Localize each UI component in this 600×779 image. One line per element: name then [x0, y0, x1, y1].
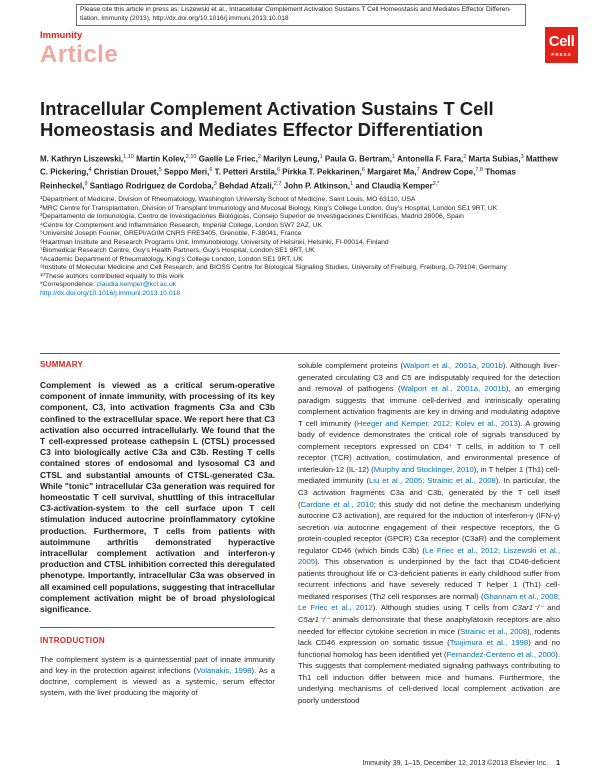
author-affiliation-mark: 6 [361, 167, 365, 174]
author-affiliation-mark: 7 [416, 167, 420, 174]
reference-link[interactable]: Strainic et al., 2008 [460, 626, 528, 636]
author-name: Andrew Cope, [421, 168, 476, 178]
introduction-heading: INTRODUCTION [40, 636, 105, 646]
reference-link[interactable]: Cardone et al., 2010 [300, 499, 374, 509]
reference-link[interactable]: Ghannam et al., 2008; Le Friec et al., 2012 [298, 591, 560, 613]
body-text: animals demonstrate that these anaphylatoxin receptors are also needed for effector cytokine secretion in mice ( [298, 615, 560, 636]
body-text: ; this study did not define the mechanism underlying autocrine C3 activation), are required for the induction of interferon-γ (IFN-γ) secretion via autocrine engagement of their respective receptors, the G protein-coupled receptor (GPCR) C3a receptor (C3aR) and the complement regulator CD46 (which binds C3b) ( [298, 499, 560, 555]
reference-link[interactable]: Liu et al., 2005; Strainic et al., 2008 [369, 476, 496, 486]
right-column [298, 360, 560, 706]
citation-line-2: tiation, Immunity (2013), http://dx.doi.org/10.1016/j.immuni.2013.10.018 [80, 14, 289, 22]
author-name: Marilyn Leung, [263, 154, 320, 164]
page-number: 1 [556, 760, 560, 767]
author-name: Thomas Reinheckel, [40, 168, 516, 191]
author-affiliation-mark: 2,7 [273, 180, 282, 187]
author-affiliation-mark: 4 [88, 167, 92, 174]
article-type: Article [40, 41, 119, 68]
author-affiliation-mark: 9 [84, 180, 88, 187]
reference-link[interactable]: Volanakis, 1998 [196, 666, 252, 676]
body-text: ). Although studies using T cells from [372, 603, 513, 613]
citation-line-1: Please cite this article in press as: Liszewski et al., Intracellular Complement Activation Sustains T Cell Homeostasis and Mediates Effector Differen- [80, 6, 512, 13]
article-title: Intracellular Complement Activation Sustains T Cell Homeostasis and Mediates Effector Differentiation [40, 98, 494, 140]
body-text: ), an emerging paradigm suggests that immune cell-derived and intrinsically operating complement activation fragments are key in driving and modulating adaptive T cell immunity ( [298, 384, 560, 428]
citation-notice [76, 4, 526, 26]
author-affiliation-mark: 6 [277, 167, 281, 174]
author-name: Pirkka T. Pekkarinen, [282, 168, 362, 178]
author-name: Martin Kolev, [136, 154, 186, 164]
intro-text-part: ). As a doctrine, complement is viewed as a systemic, serum effector system, with the liver producing the majority of [40, 666, 276, 698]
correspondence [40, 281, 560, 290]
author-affiliation-mark: 6 [209, 167, 213, 174]
author-affiliation-mark: 5 [158, 167, 162, 174]
author-name: Behdad Afzali, [219, 181, 274, 191]
affiliation-item: ¹⁰These authors contributed equally to this work [40, 272, 184, 280]
intro-text-part: The complement system is a quintessential part of innate immunity and key in the protection against infections ( [40, 655, 275, 676]
introduction-text [40, 654, 275, 698]
body-text: ). In particular, the C3 activation fragments C3a and C3b, generated by the T cell itself ( [298, 476, 560, 509]
body-text: ). This observation is underpinned by the fact that CD46-deficient patients throughout life or C3-deficient patients in early childhood suffer from recurrent infections and have severely reduced T helper 1 (Th1) cell-mediated responses (Th2 cell responses are normal) ( [298, 557, 560, 601]
affiliation-item: ⁶Haartman Institute and Research Programs Unit, Immunobiology, University of Helsinki, Helsinki, FI-00014, Finland [40, 238, 389, 246]
doi-link[interactable]: http://dx.doi.org/10.1016/j.immuni.2013.10.018 [40, 289, 181, 297]
affiliation-item: ²MRC Centre for Transplantation, Division of Transplant Immunology and Mucosal Biology, King's College London, Guy's Hospital, London SE1 9RT, UK [40, 204, 498, 212]
author-affiliation-mark: 2,* [432, 180, 440, 187]
author-name: Marta Subias, [468, 154, 521, 164]
gene-name: C3ar1⁻/⁻ [512, 603, 544, 613]
reference-link[interactable]: Murphy and Stockinger, 2010 [373, 464, 474, 474]
author-affiliation-mark: 1 [392, 154, 396, 160]
affiliation-item: ³Departamento de Inmunología, Centro de Investigaciones Biológicas, Consejo Superior de Investigaciones Científicas, Madrid 28006, Spain [40, 213, 464, 220]
author-name: Christian Drouet, [93, 168, 159, 178]
journal-name: Immunity [40, 30, 83, 41]
author-name: T. Petteri Arstila, [214, 168, 277, 178]
summary-text: Complement is viewed as a critical serum-operative component of innate immunity, with processing of its key component, C3, into activation fragments C3a and C3b confined to the extracellular space. We report here that C3 activation also occurred intracellularly. We found that the T cell-expressed protease cathepsin L (CTSL) processed C3 into biologically active C3a and C3b. Resting T cells contained stores of endosomal and lysosomal C3 and CTSL and substantial amounts of CTSL-generated C3a. While "tonic" intracellular C3a generation was required for homeostatic T cell survival, shuttling of this intracellular C3-activation-system to the cell surface upon T cell stimulation induced autocrine proinflammatory cytokine production. Furthermore, T cells from patients with autoimmune arthritis demonstrated hyperactive intracellular complement activation and interferon-γ production and CTSL inhibition corrected this deregulated phenotype. Importantly, intracellular C3a was observed in all examined cell populations, suggesting that intracellular complement activation might be of broad physiological significance. [40, 380, 275, 615]
affiliation-item: ⁷Biomedical Research Centre, Guy's Health Partners, Guy's Hospital, London SE1 9RT, UK [40, 247, 315, 254]
correspondence-email-link[interactable]: claudia.kemper@kcl.ac.uk [96, 281, 177, 288]
author-name: Gaelle Le Friec, [198, 154, 258, 164]
author-name: Matthew C. Pickering, [40, 154, 558, 178]
reference-link[interactable]: Fernandez-Centeno et al., 2000 [446, 649, 556, 659]
affiliation-item: ⁴Centre for Complement and Inflammation Research, Imperial College, London SW7 2AZ, UK [40, 221, 323, 229]
author-affiliation-mark: 2 [257, 154, 261, 160]
author-name: Paula G. Bertram, [324, 154, 393, 164]
author-affiliation-mark: 1 [350, 180, 354, 187]
header-divider [40, 353, 560, 354]
author-name: Santiago Rodriguez de Cordoba, [89, 181, 214, 191]
affiliation-item: ⁵Université Joseph Fourier, GREPI/AGIM CNRS FRE3405, Grenoble, F-38041, France [40, 230, 302, 237]
body-text: ), in T helper 1 (Th1) cell-mediated immunity ( [298, 464, 560, 486]
affiliation-list [40, 196, 560, 281]
author-affiliation-mark: 7,8 [475, 167, 483, 174]
body-text: soluble complement proteins ( [298, 361, 404, 370]
summary-heading: SUMMARY [40, 360, 84, 369]
affiliation-item: ⁹Institute of Molecular Medicine and Cell Research, and BIOSS Centre for Biological Signaling Studies, University of Freiburg, Freiburg, D-79104, Germany [40, 264, 507, 271]
author-name: and Claudia Kemper [355, 181, 433, 191]
body-text: ). Although liver-generated circulating C3 and C5 are indisputably required for the detection and removal of pathogens ( [298, 361, 560, 394]
author-name: John P. Atkinson, [283, 181, 351, 191]
author-name: Seppo Meri, [163, 168, 210, 178]
affiliation-item: ¹Department of Medicine, Division of Rheumatology, Washington University School of Medicine, Saint Louis, MO 63110, USA [40, 196, 416, 203]
author-affiliation-mark: 2,10 [185, 154, 197, 160]
author-affiliation-mark: 3 [520, 154, 524, 160]
page-footer [362, 760, 560, 767]
reference-link[interactable]: Walport et al., 2001a, 2001b [400, 384, 506, 394]
body-text: and [543, 603, 560, 613]
body-text: ), rodents lack CD46 expression on somatic tissue ( [298, 626, 560, 648]
author-affiliation-mark: 3 [213, 180, 217, 187]
correspondence-label: *Correspondence: [40, 281, 97, 288]
author-name: M. Kathryn Liszewski, [40, 154, 124, 164]
body-text: ). This suggests that complement-mediated signaling pathways contributing to Th1 cell induction differ between mice and humans. Furthermore, the underlying mechanisms of cell-derived local complement activation are poorly understood [298, 649, 560, 705]
author-affiliation-mark: 2 [463, 154, 467, 160]
author-name: Antonella F. Fara, [397, 154, 464, 164]
footer-citation: Immunity 39, 1–15, December 12, 2013 ©2013 Elsevier Inc. [362, 760, 549, 767]
affiliation-item: ⁸Academic Department of Rheumatology, King's College London, London SE1 9RT, UK [40, 255, 303, 263]
reference-link[interactable]: Heeger and Kemper, 2012; Kolev et al., 2013 [356, 418, 518, 428]
author-affiliation-mark: 1 [319, 154, 323, 160]
reference-link[interactable]: Walport et al., 2001a, 2001b [403, 361, 503, 370]
cell-logo-press: PRESS [551, 52, 572, 57]
summary-divider [40, 627, 275, 628]
author-name: Margaret Ma, [367, 168, 417, 178]
body-text: ). A growing body of evidence demonstrates the critical role of signals transduced by complement receptors expressed on CD4⁺ T cells, in addition to T cell receptor (TCR) activation, costimulation, and environmental presence of interleukin-12 (IL-12) ( [298, 418, 560, 474]
body-text: ) and no functional homolog has been identified yet ( [298, 638, 560, 659]
gene-name: C5ar1⁻/⁻ [298, 615, 330, 625]
reference-link[interactable]: Tsujimura et al., 1998 [449, 638, 529, 648]
cell-logo-word: Cell [548, 33, 575, 50]
left-column [40, 360, 275, 698]
reference-link[interactable]: Le Friec et al., 2012; Liszewski et al., 2005 [298, 545, 560, 567]
cell-press-logo [545, 27, 578, 63]
author-affiliation-mark: 1,10 [123, 154, 134, 160]
affiliations [40, 196, 560, 298]
right-column-text [298, 360, 560, 706]
author-list [40, 152, 560, 192]
